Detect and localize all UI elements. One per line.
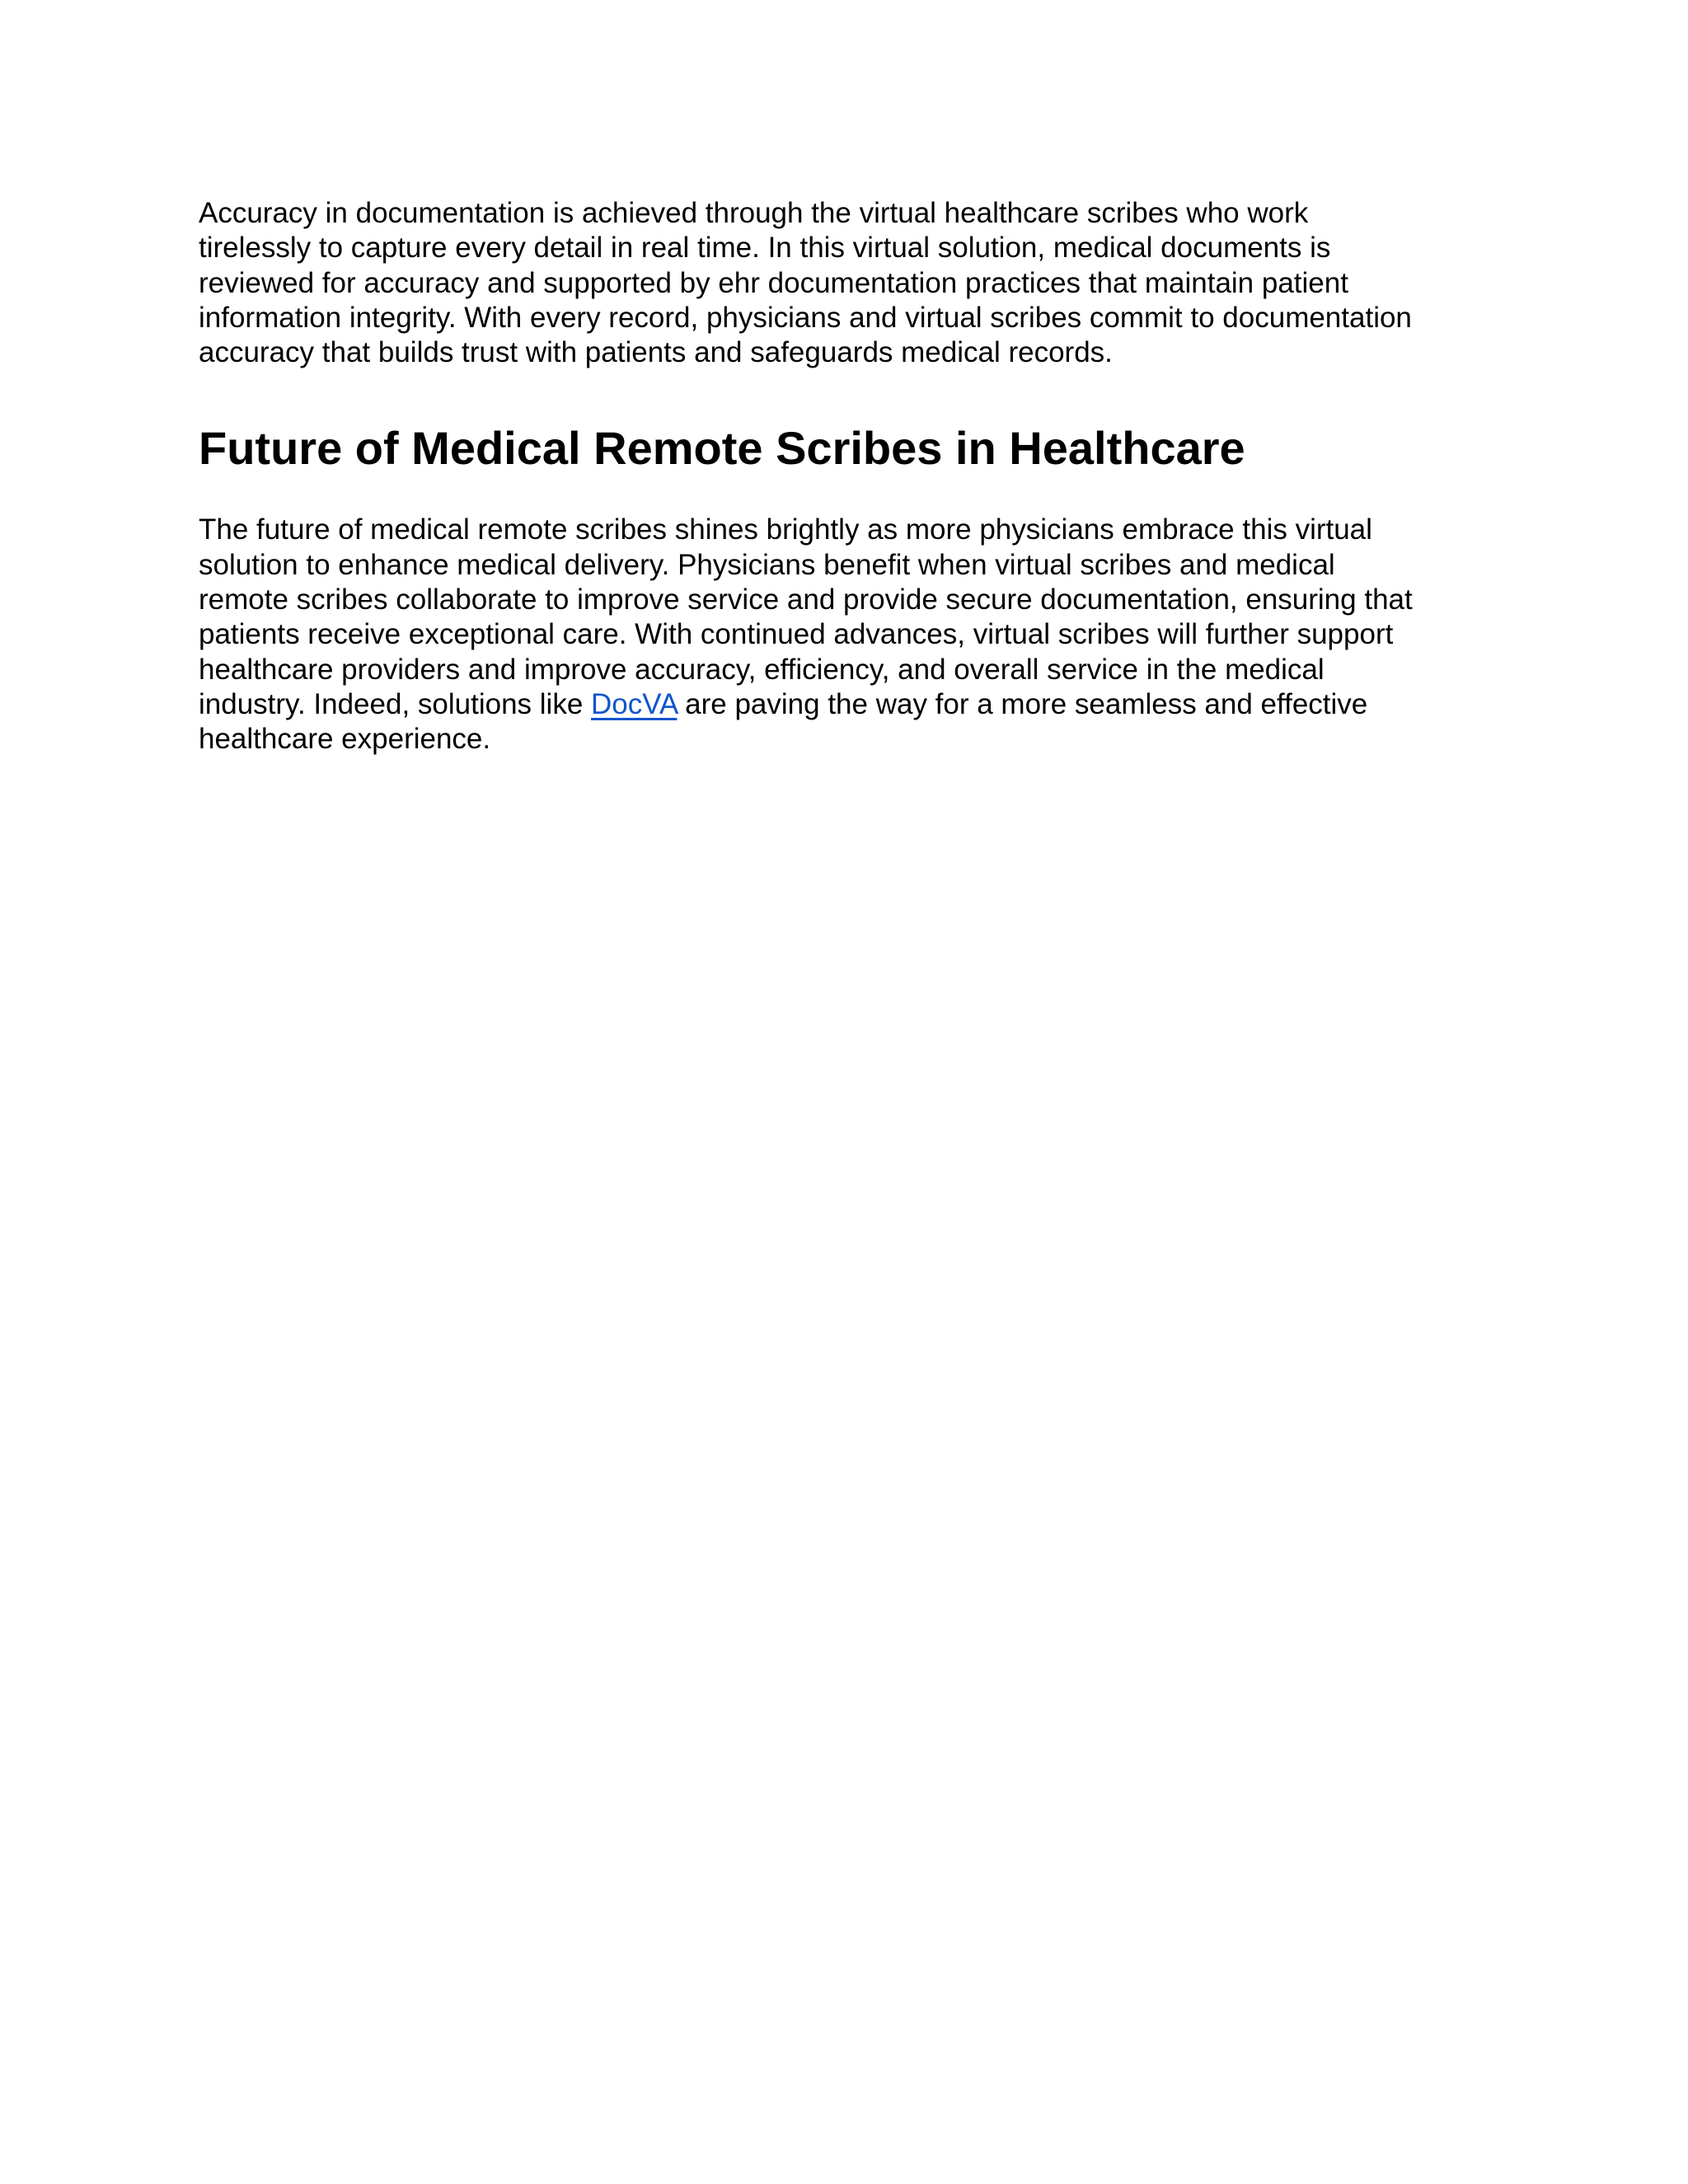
paragraph-line: information integrity. With every record, physicians and virtual scribes commit to documentation: [199, 301, 1412, 334]
link-prefix-text: industry. Indeed, solutions like: [199, 687, 592, 720]
link-suffix-text: are paving the way for a more seamless and effective: [677, 687, 1368, 720]
paragraph-line: Accuracy in documentation is achieved through the virtual healthcare scribes who work: [199, 197, 1309, 229]
paragraph-line: solution to enhance medical delivery. Physicians benefit when virtual scribes and medical: [199, 548, 1335, 581]
paragraph-line: tirelessly to capture every detail in real time. In this virtual solution, medical documents is: [199, 232, 1331, 265]
paragraph-line: patients receive exceptional care. With continued advances, virtual scribes will further support: [199, 618, 1394, 651]
paragraph-line: reviewed for accuracy and supported by ehr documentation practices that maintain patient: [199, 266, 1348, 299]
docva-link[interactable]: DocVA: [591, 687, 678, 720]
paragraph-line: healthcare providers and improve accuracy, efficiency, and overall service in the medical: [199, 653, 1325, 686]
paragraph-line: healthcare experience.: [199, 723, 491, 756]
future-paragraph: [199, 513, 1501, 757]
paragraph-line: remote scribes collaborate to improve service and provide secure documentation, ensuring that: [199, 583, 1413, 616]
paragraph-line-with-link: [199, 687, 1501, 722]
paragraph-line: The future of medical remote scribes shines brightly as more physicians embrace this virtual: [199, 513, 1372, 546]
intro-paragraph: [199, 196, 1501, 370]
section-heading: Future of Medical Remote Scribes in Healthcare: [199, 422, 1245, 475]
paragraph-line: accuracy that builds trust with patients and safeguards medical records.: [199, 336, 1113, 369]
document-page: [199, 196, 1501, 757]
